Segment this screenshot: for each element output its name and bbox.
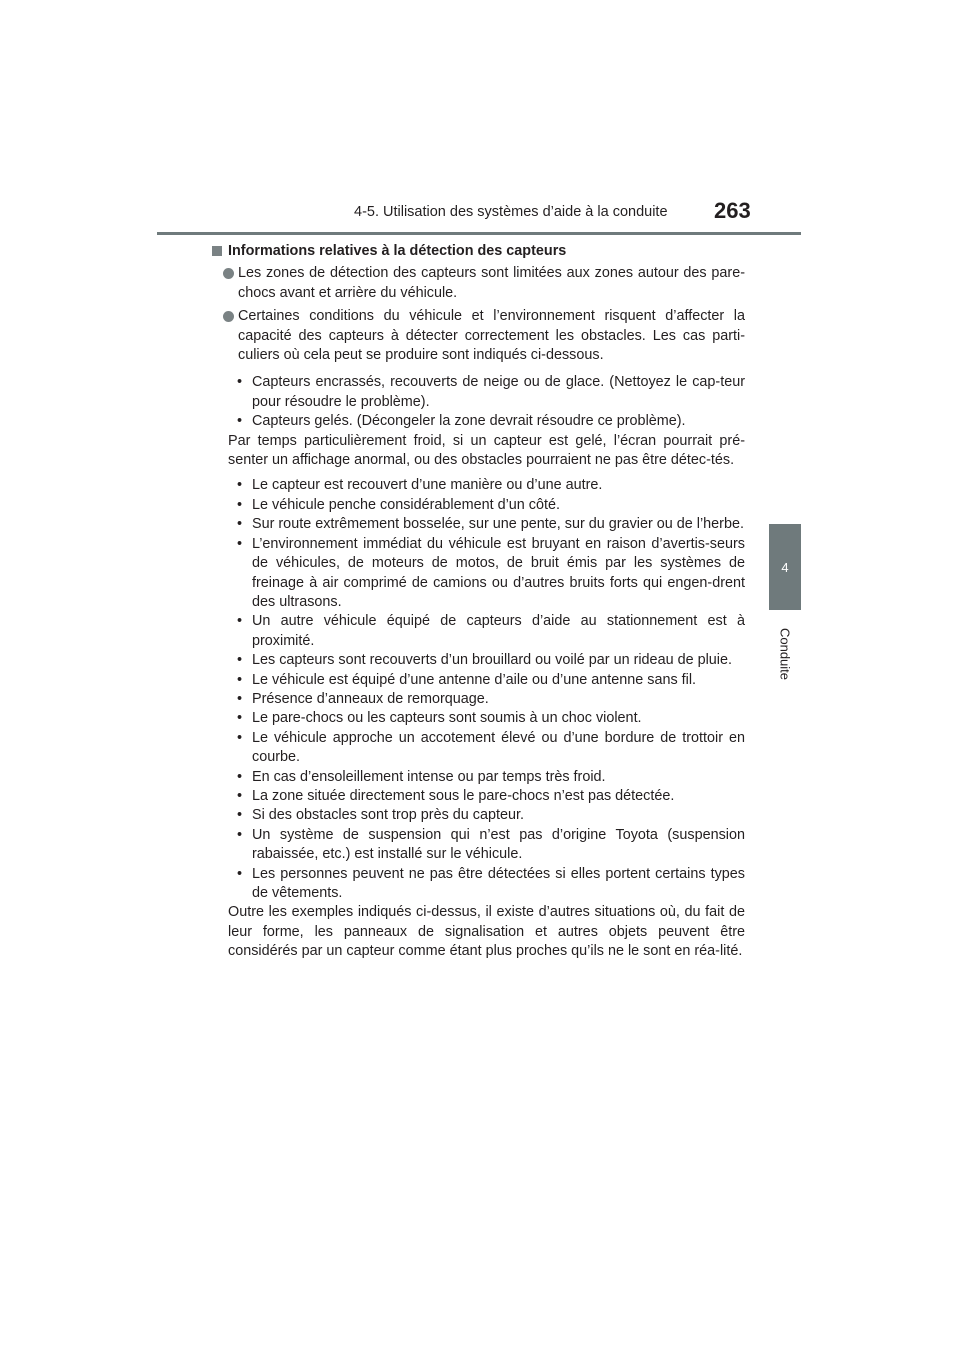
- chapter-tab-number: 4: [769, 524, 801, 610]
- section-heading: [212, 242, 745, 261]
- list-item: [228, 496, 745, 515]
- list-item: [228, 515, 745, 534]
- list-item-text: Présence d’anneaux de remorquage.: [252, 690, 489, 707]
- list-item-text: Capteurs encrassés, recouverts de neige ou de glace. (Nettoyez le cap-teur pour résoudre le problème).: [252, 374, 745, 410]
- bullet-dot-icon: •: [237, 516, 243, 533]
- bullet-dot-icon: •: [237, 613, 243, 630]
- list-item-text: Le véhicule penche considérablement d’un côté.: [252, 496, 561, 513]
- bullet-dot-icon: •: [237, 690, 243, 707]
- list-item-text: Un système de suspension qui n’est pas d’origine Toyota (suspension rabaissée, etc.) est installé sur le véhicule.: [252, 826, 745, 863]
- paragraph-conditions: [228, 307, 745, 365]
- cold-weather-paragraph: Par temps particulièrement froid, si un capteur est gelé, l’écran pourrait pré-senter un affichage anormal, ou des obstacles pourraient ne pas être détec-tés.: [228, 432, 745, 469]
- bullet-dot-icon: •: [237, 535, 243, 552]
- bullet-dot-icon: •: [237, 787, 243, 804]
- chapter-tab-label-text: Conduite: [777, 627, 793, 681]
- bullet-dot-icon: •: [237, 710, 243, 727]
- section-heading-text: Informations relatives à la détection des capteurs: [228, 243, 567, 259]
- bullet-dot-icon: •: [237, 671, 243, 688]
- list-item: [228, 651, 745, 670]
- bullet-dot-icon: •: [237, 768, 243, 785]
- list-item: [228, 787, 745, 806]
- list-item-text: Les personnes peuvent ne pas être détectées si elles portent certains types de vêtements.: [252, 865, 745, 901]
- heading-square-icon: [212, 246, 222, 256]
- closing-paragraph: Outre les exemples indiqués ci-dessus, il existe d’autres situations où, du fait de leur forme, les panneaux de signalisation et autres objets peuvent être considérés par un capteur comme étant plus proches qu’ils ne le sont en réa-lité.: [228, 904, 745, 960]
- bullet-dot-icon: •: [237, 413, 243, 430]
- list-item: [228, 373, 745, 412]
- list-item: [228, 709, 745, 728]
- list-item-text: Un autre véhicule équipé de capteurs d’aide au stationnement est à proximité.: [252, 613, 745, 649]
- list-item-text: Sur route extrêmement bosselée, sur une pente, sur du gravier ou de l’herbe.: [252, 516, 744, 533]
- circle-bullet-icon: [223, 268, 234, 279]
- list-item-text: Le véhicule approche un accotement élevé ou d’une bordure de trottoir en courbe.: [252, 729, 745, 766]
- page-number: 263: [714, 198, 751, 223]
- list-item: [228, 729, 745, 768]
- paragraph-text: Certaines conditions du véhicule et l’environnement risquent d’affecter la capacité des capteurs à détecter correctement les obstacles. Les cas parti-culiers où cela peut se produire sont indiqués ci-dessous.: [238, 308, 745, 364]
- list-item-text: Les capteurs sont recouverts d’un brouillard ou voilé par un rideau de pluie.: [252, 652, 732, 669]
- list-item: [228, 690, 745, 709]
- sensor-condition-list: [228, 373, 745, 431]
- list-item-text: Le pare-chocs ou les capteurs sont soumis à un choc violent.: [252, 710, 642, 727]
- header-rule: [157, 232, 801, 235]
- list-item: [228, 535, 745, 613]
- paragraph-detection-zones: [228, 264, 745, 303]
- paragraph-text: Les zones de détection des capteurs sont limitées aux zones autour des pare-chocs avant et arrière du véhicule.: [238, 265, 745, 301]
- list-item: [228, 412, 745, 431]
- list-item-text: Le capteur est recouvert d’une manière ou d’une autre.: [252, 477, 603, 494]
- bullet-dot-icon: •: [237, 374, 243, 391]
- list-item-text: En cas d’ensoleillement intense ou par temps très froid.: [252, 768, 606, 785]
- list-item: [228, 671, 745, 690]
- list-item-text: Capteurs gelés. (Décongeler la zone devrait résoudre ce problème).: [252, 413, 686, 430]
- bullet-dot-icon: •: [237, 477, 243, 494]
- bullet-dot-icon: •: [237, 807, 243, 824]
- bullet-dot-icon: •: [237, 729, 243, 746]
- list-item: [228, 476, 745, 495]
- list-item-text: Si des obstacles sont trop près du capteur.: [252, 807, 524, 824]
- page-content: [228, 242, 745, 962]
- list-item: [228, 612, 745, 651]
- page-header-title: 4-5. Utilisation des systèmes d’aide à la conduite: [354, 204, 668, 220]
- list-item: [228, 826, 745, 865]
- list-item-text: La zone située directement sous le pare-chocs n’est pas détectée.: [252, 787, 675, 804]
- list-item: [228, 768, 745, 787]
- list-item: [228, 865, 745, 904]
- list-item-text: L’environnement immédiat du véhicule est bruyant en raison d’avertis-seurs de véhicules, de moteurs de motos, de bruit émis par les systèmes de freinage à air comprimé de camions ou d’autres bruits forts qui engen-drent des ultrasons.: [252, 535, 745, 610]
- bullet-dot-icon: •: [237, 826, 243, 843]
- chapter-tab-label: [769, 612, 801, 696]
- bullet-dot-icon: •: [237, 496, 243, 513]
- list-item-text: Le véhicule est équipé d’une antenne d’aile ou d’une antenne sans fil.: [252, 671, 697, 688]
- bullet-dot-icon: •: [237, 865, 243, 882]
- list-item: [228, 806, 745, 825]
- circle-bullet-icon: [223, 311, 234, 322]
- bullet-dot-icon: •: [237, 652, 243, 669]
- detection-issue-list: [228, 476, 745, 903]
